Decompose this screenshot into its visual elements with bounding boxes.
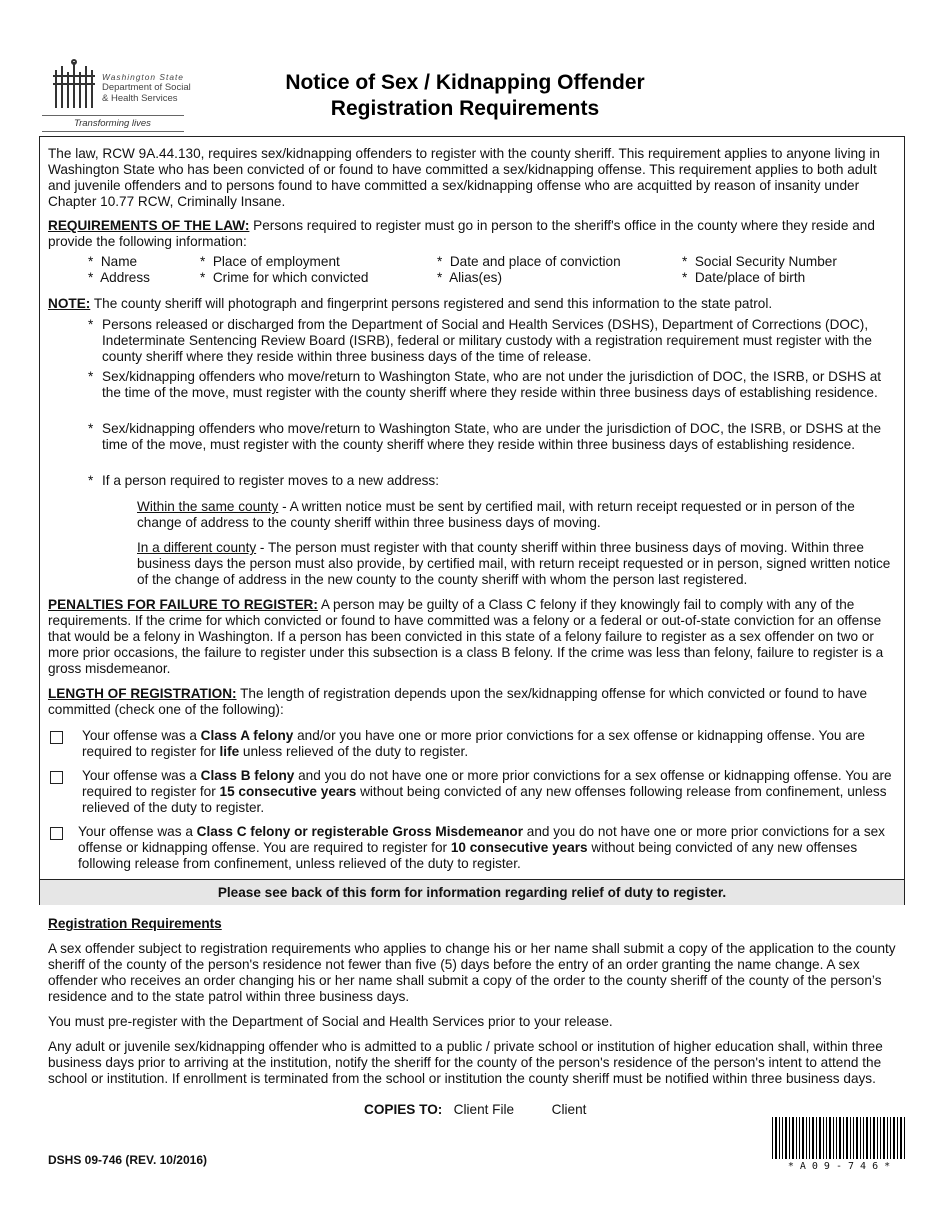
copies-client-file: Client File — [453, 1102, 515, 1117]
copies-label: COPIES TO: — [364, 1102, 443, 1117]
requirements-text: Persons required to register must go in person to the sheriff's office in the county where they reside and provide the following information: — [48, 218, 875, 249]
requirement-item: * Name — [88, 254, 138, 269]
class-a-checkbox[interactable] — [50, 731, 63, 744]
requirement-item: * Crime for which convicted — [200, 270, 369, 285]
requirement-item: * Alias(es) — [437, 270, 502, 285]
same-county-label: Within the same county — [137, 499, 279, 514]
penalties-heading: PENALTIES FOR FAILURE TO REGISTER: — [48, 597, 318, 612]
length-paragraph: LENGTH OF REGISTRATION: The length of registration depends upon the sex/kidnapping offense for which convicted or found to have committed (check one of the following): — [48, 686, 868, 717]
copies-client: Client — [551, 1102, 587, 1117]
intro-paragraph: The law, RCW 9A.44.130, requires sex/kidnapping offenders to register with the county sheriff. This requirement applies to anyone living in Washington State who has been convicted of or found to have committed a sex/kidnapping offense. This requirement applies to both adult and juvenile offenders and to persons found to have committed a sex/kidnapping offense who are acquitted by reason of insanity under Chapter 10.77 RCW, Criminally Insane. — [48, 146, 880, 209]
diff-county-label: In a different county — [137, 540, 257, 555]
registration-paragraph-2: You must pre-register with the Department of Social and Health Services prior to your release. — [48, 1014, 613, 1029]
diff-county-paragraph: In a different county - The person must register with that county sheriff within three business days of moving. Within three business days the person must also provide, by certified mail, with return receipt requested or in person, signed written notice of the change of address in the new county to the county sheriff with whom the person last registered. — [137, 540, 891, 587]
dshs-logo — [42, 58, 192, 132]
agency-line-3: & Health Services — [102, 93, 178, 104]
relief-notice-bar: Please see back of this form for information regarding relief of duty to register. — [40, 879, 904, 905]
registration-paragraph-1: A sex offender subject to registration requirements who applies to change his or her name shall submit a copy of the application to the county sheriff of the county of the person's residence not fewer than five (5) days before the entry of an order granting the name change. A sex offender who receives an order changing his or her name shall submit a copy of the order to the county sheriff of the county of the person’s residence and to the state patrol within three business days. — [48, 941, 896, 1004]
class-c-checkbox[interactable] — [50, 827, 63, 840]
agency-tagline: Transforming lives — [74, 118, 151, 129]
page-title — [240, 70, 690, 122]
note-paragraph — [48, 296, 900, 312]
copies-to — [364, 1102, 586, 1118]
requirement-item: * Address — [88, 270, 150, 285]
penalties-paragraph: PENALTIES FOR FAILURE TO REGISTER: A person may be guilty of a Class C felony if they knowingly fail to comply with any of the requirements. If the crime for which convicted or found to have committed was a felony or a federal or out-of-state conviction for an offense that would be a felony in Washington. If a person has been convicted in this state of a felony failure to register as a sex offender on two or more prior occasions, the failure to register under this subsection is a class B felony. If the crime was less than felony, failure to register is a gross misdemeanor. — [48, 597, 884, 676]
requirement-item: * Social Security Number — [682, 254, 837, 269]
registration-heading: Registration Requirements — [48, 916, 222, 931]
requirements-paragraph — [48, 218, 900, 250]
barcode-icon — [770, 1117, 908, 1159]
note-text: The county sheriff will photograph and fingerprint persons registered and send this information to the state patrol. — [90, 296, 773, 311]
dshs-logo-icon — [50, 58, 108, 114]
barcode — [770, 1117, 908, 1175]
requirement-item: * Date and place of conviction — [437, 254, 621, 269]
registration-paragraph-3: Any adult or juvenile sex/kidnapping offender who is admitted to a public / private school or institution of higher education shall, within three business days prior to arriving at the institution, notify the sheriff for the county of the person's residence of the person's intent to attend the school or institution. If enrollment is terminated from the school or institution the county sheriff must be notified within three business days. — [48, 1039, 883, 1086]
requirements-heading: REQUIREMENTS OF THE LAW: — [48, 218, 250, 233]
agency-line-1: Washington State — [102, 72, 184, 82]
requirement-item: * Place of employment — [200, 254, 340, 269]
form-id: DSHS 09-746 (REV. 10/2016) — [48, 1153, 207, 1167]
same-county-paragraph: Within the same county - A written notice must be sent by certified mail, with return receipt requested or in person of the change of address to the county sheriff within three business days of moving. — [137, 499, 855, 530]
agency-line-2: Department of Social — [102, 82, 191, 93]
class-b-checkbox[interactable] — [50, 771, 63, 784]
title-line-2: Registration Requirements — [330, 97, 600, 120]
title-line-1: Notice of Sex / Kidnapping Offender — [285, 71, 645, 94]
length-heading: LENGTH OF REGISTRATION: — [48, 686, 237, 701]
note-heading: NOTE: — [48, 296, 91, 311]
requirement-item: * Date/place of birth — [682, 270, 806, 285]
barcode-text: * A 0 9 - 7 4 6 * — [787, 1161, 891, 1172]
